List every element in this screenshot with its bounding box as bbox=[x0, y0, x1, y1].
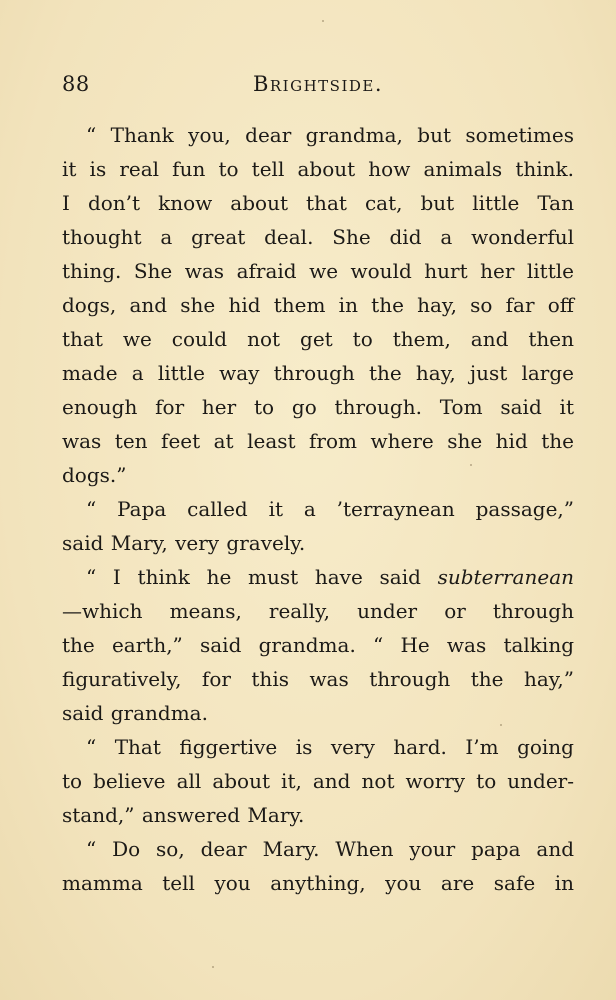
text-line: thought a great deal. She did a wonderful bbox=[62, 225, 574, 249]
text-line: dogs.” bbox=[62, 463, 127, 487]
italic-word: subterranean bbox=[437, 565, 574, 589]
text-line: mamma tell you anything, you are safe in bbox=[62, 871, 574, 895]
text-line: it is real fun to tell about how animals think. bbox=[62, 157, 574, 181]
text-line: thing. She was afraid we would hurt her little bbox=[62, 259, 574, 283]
text-line: that we could not get to them, and then bbox=[62, 327, 574, 351]
text-line: figuratively, for this was through the hay,” bbox=[62, 667, 574, 691]
paper-speck bbox=[322, 20, 324, 22]
text-line: “ Papa called it a ’terraynean passage,” bbox=[86, 497, 574, 521]
text-line: stand,” answered Mary. bbox=[62, 803, 305, 827]
text-line: “ Do so, dear Mary. When your papa and bbox=[86, 837, 574, 861]
text-line: enough for her to go through. Tom said it bbox=[62, 395, 574, 419]
text-run: “ I think he must have said bbox=[86, 565, 438, 589]
paper-speck bbox=[470, 464, 472, 466]
text-line-with-italic bbox=[62, 560, 574, 594]
page-number: 88 bbox=[62, 72, 90, 96]
running-title: Brightside. bbox=[252, 72, 384, 96]
text-line: was ten feet at least from where she hid the bbox=[62, 429, 574, 453]
text-line: dogs, and she hid them in the hay, so far off bbox=[62, 293, 574, 317]
running-head bbox=[62, 68, 574, 100]
text-line: I don’t know about that cat, but little Tan bbox=[62, 191, 574, 215]
text-line: made a little way through the hay, just large bbox=[62, 361, 574, 385]
text-line: said grandma. bbox=[62, 701, 208, 725]
text-line: to believe all about it, and not worry to under- bbox=[62, 769, 574, 793]
text-line: the earth,” said grandma. “ He was talking bbox=[62, 633, 574, 657]
text-line: “ Thank you, dear grandma, but sometimes bbox=[86, 123, 574, 147]
text-line: said Mary, very gravely. bbox=[62, 531, 306, 555]
paper-speck bbox=[500, 724, 502, 726]
text-line: —which means, really, under or through bbox=[62, 599, 574, 623]
text-line: “ That figgertive is very hard. I’m going bbox=[86, 735, 574, 759]
paper-speck bbox=[212, 966, 214, 968]
body-text bbox=[62, 118, 574, 900]
